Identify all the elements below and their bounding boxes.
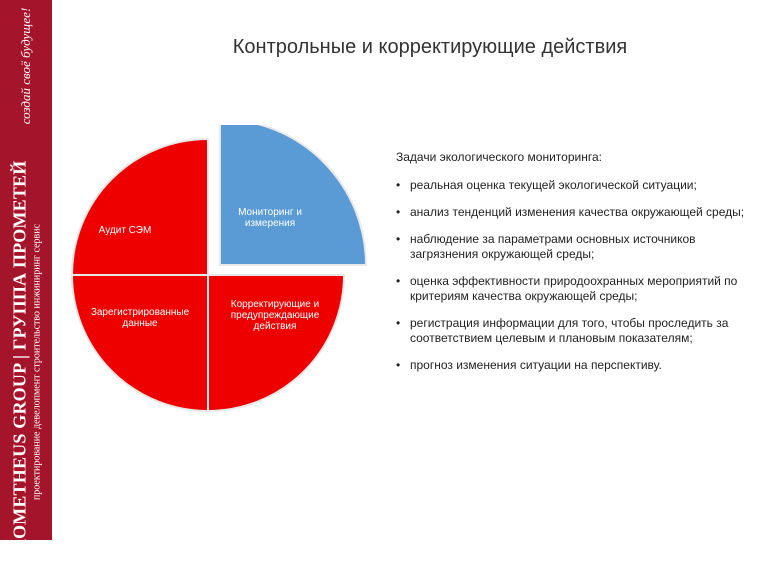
segment-label-audit — [99, 225, 152, 236]
tasks-heading: Задачи экологического мониторинга: — [396, 150, 602, 164]
segment-label-line: Аудит СЭМ — [98, 225, 152, 236]
brand-block — [10, 161, 43, 563]
segment-monitoring — [220, 125, 366, 265]
segment-label-line: предупреждающие — [230, 310, 320, 321]
segment-label-line: действия — [253, 321, 297, 332]
bullet-glyph: • — [396, 316, 401, 330]
task-text: анализ тенденций изменения качества окружающей среды; — [410, 205, 745, 219]
segment-label-line: Мониторинг и — [238, 207, 302, 218]
segment-label-line: данные — [122, 318, 158, 329]
segment-corrective — [208, 275, 344, 411]
task-text: реальная оценка текущей экологической ситуации; — [410, 178, 697, 192]
bullet-glyph: • — [396, 205, 401, 219]
task-text: наблюдение за параметрами основных источников загрязнения окружающей среды; — [410, 232, 696, 261]
segment-label-line: Зарегистрированные — [90, 307, 190, 318]
segment-records — [72, 275, 208, 411]
bullet-glyph: • — [396, 358, 401, 372]
bullet-glyph: • — [396, 274, 401, 288]
bullet-glyph: • — [396, 178, 401, 192]
task-item — [396, 358, 756, 373]
left-brand-bar — [0, 0, 52, 563]
brand-name: PROMETHEUS GROUP | ГРУППА ПРОМЕТЕЙ — [9, 160, 30, 563]
task-item — [396, 232, 756, 262]
task-item — [396, 178, 756, 193]
segment-audit — [72, 139, 208, 275]
task-item — [396, 316, 756, 346]
task-item — [396, 205, 756, 220]
task-item — [396, 274, 756, 304]
bullet-glyph: • — [396, 232, 401, 246]
segment-label-line: измерения — [244, 218, 296, 229]
tasks-block — [396, 150, 756, 385]
cycle-diagram — [70, 125, 370, 425]
segment-label-monitoring — [238, 207, 302, 229]
task-text: регистрация информации для того, чтобы проследить за соответствием целевым и плановым показателям; — [410, 316, 729, 345]
task-text: оценка эффективности природоохранных мероприятий по критериям качества окружающей среды; — [410, 274, 738, 303]
slide-title: Контрольные и корректирующие действия — [232, 36, 628, 58]
brand-services: проектирование девелопмент строительство инжиниринг сервис — [31, 223, 43, 501]
segment-label-line: Корректирующие и — [230, 299, 320, 310]
task-text: прогноз изменения ситуации на перспективу. — [410, 358, 662, 372]
task-list — [396, 178, 756, 373]
brand-slogan: создай своё будущее! — [18, 7, 33, 125]
